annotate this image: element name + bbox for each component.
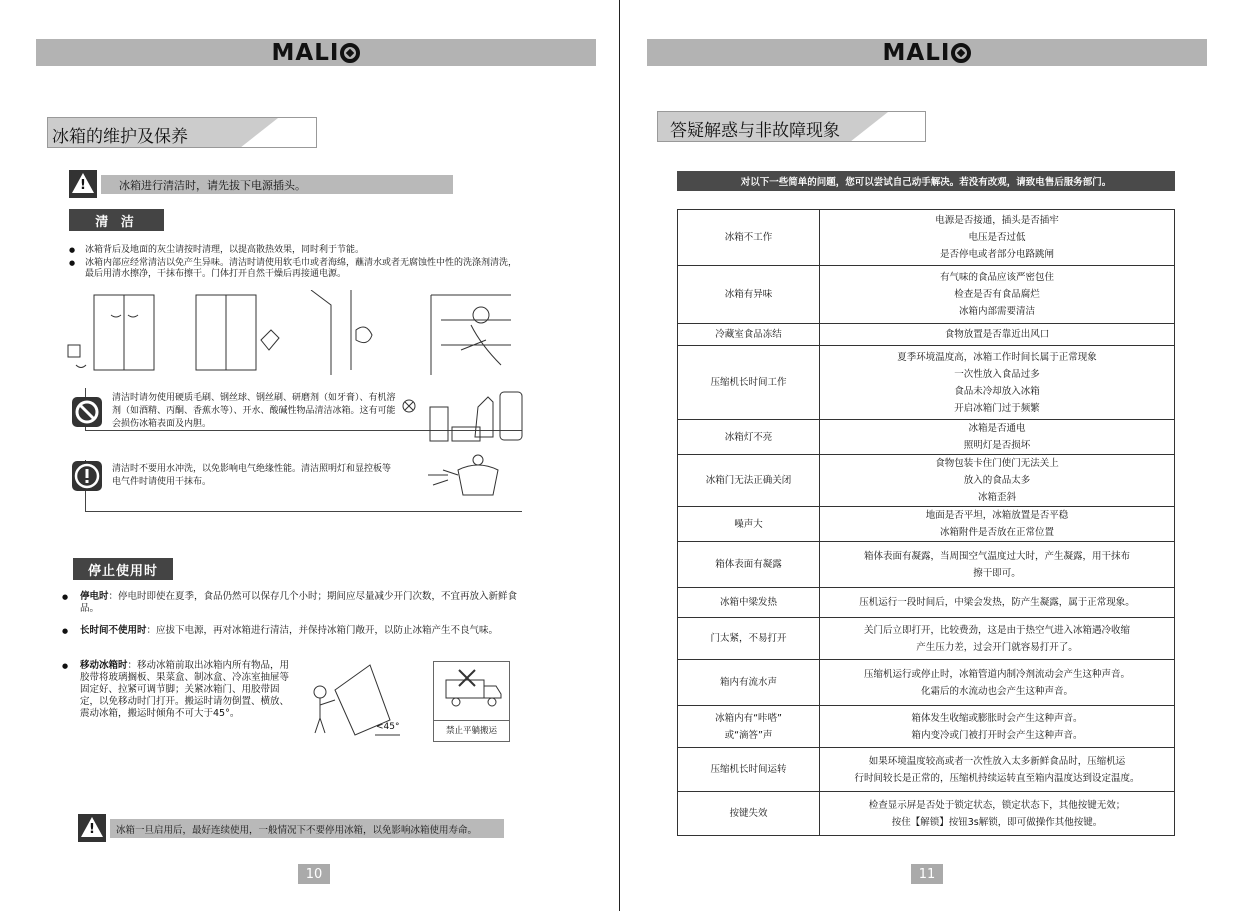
- faq-question-cell: [678, 346, 820, 420]
- prohibited-icon: [72, 397, 102, 427]
- faq-banner: 对以下一些简单的问题，您可以尝试自己动手解决。若没有改观，请致电售后服务部门。: [677, 171, 1175, 191]
- faq-answer-text: 夏季环境温度高，冰箱工作时间长属于正常现象: [897, 351, 1097, 363]
- faq-section-title: 答疑解惑与非故障现象: [657, 111, 926, 142]
- faq-answer-cell: [820, 210, 1175, 266]
- faq-answer-cell: [820, 618, 1175, 660]
- warning-triangle-icon: !: [78, 814, 106, 842]
- faq-answer-text: 冰箱歪斜: [977, 492, 1016, 503]
- brand-header-right: [647, 39, 1207, 66]
- faq-answer-text: 食品未冷却放入冰箱: [954, 385, 1040, 397]
- caution-notice-text: 清洁时不要用水冲洗，以免影响电气绝缘性能。清洁照明灯和显控板等电气件时请使用干抹布。: [112, 464, 392, 487]
- table-row: [678, 455, 1175, 507]
- stop-use-tag: 停止使用时: [73, 558, 173, 580]
- faq-question-text: 冰箱中梁发热: [719, 597, 777, 608]
- tilt-angle-label: <45°: [376, 722, 400, 732]
- clean-tag: 清 洁: [69, 209, 164, 231]
- faq-answer-text: 压机运行一段时间后，中梁会发热，防产生凝露，属于正常现象。: [859, 597, 1135, 608]
- exclamation-icon: [72, 461, 102, 491]
- faq-answer-cell: [820, 420, 1175, 455]
- faq-question-cell: [678, 324, 820, 346]
- faq-question-cell: [678, 660, 820, 706]
- faq-question-cell: [678, 507, 820, 542]
- faq-question-text: 冰箱有异味: [724, 289, 773, 300]
- faq-answer-text: 食物放置是否靠近出风口: [944, 329, 1050, 340]
- faq-answer-text: 冰箱内部需要清洁: [958, 306, 1035, 317]
- faq-question-text: 冷藏室食品冻结: [715, 329, 782, 340]
- prohibit-notice-text: 清洁时请勿使用硬质毛刷、钢丝球、钢丝刷、研磨剂（如牙膏）、有机溶剂（如酒精、丙酮、香蕉水等）、开水、酸碱性物品清洁冰箱。这有可能会损伤冰箱表面及内胆。: [112, 393, 396, 429]
- faq-question-cell: [678, 618, 820, 660]
- faq-answer-cell: [820, 507, 1175, 542]
- brand-header-left: [36, 39, 596, 66]
- faq-answer-text: 检查是否有食品腐烂: [954, 289, 1040, 300]
- faq-table: [677, 209, 1175, 836]
- no-truck-icon: [434, 662, 511, 717]
- faq-answer-cell: [820, 588, 1175, 618]
- faq-answer-cell: [820, 748, 1175, 792]
- table-row: [678, 266, 1175, 324]
- maintenance-section-title: 冰箱的维护及保养: [47, 117, 317, 148]
- faq-question-cell: [678, 588, 820, 618]
- table-row: [678, 588, 1175, 618]
- clean-bullets: [69, 245, 524, 282]
- warning-triangle-icon: !: [69, 170, 97, 198]
- table-row: [678, 792, 1175, 836]
- faq-answer-text: 电源是否接通，插头是否插牢: [935, 215, 1059, 226]
- faq-question-cell: [678, 420, 820, 455]
- faq-question-text: 冰箱灯不亮: [724, 431, 773, 443]
- faq-answer-text: 检查显示屏是否处于锁定状态，锁定状态下，其他按键无效；: [868, 799, 1126, 811]
- brand-logo: MALI: [272, 40, 361, 66]
- faq-question-text: 箱体表面有凝露: [715, 559, 782, 570]
- faq-question-cell: [678, 210, 820, 266]
- list-item: ● 停电时：停电时即使在夏季，食品仍然可以保存几个小时；期间应尽量减少开门次数，不宜再放入新鲜食品。: [62, 591, 522, 615]
- cleaning-agents-illustration: [400, 382, 528, 444]
- faq-question-text: 门太紧，不易打开: [710, 633, 787, 644]
- faq-answer-text: 关门后立即打开，比较费劲，这是由于热空气进入冰箱遇冷收缩: [863, 624, 1130, 636]
- faq-question-cell: [678, 542, 820, 588]
- table-row: [678, 542, 1175, 588]
- faq-answer-text: 开启冰箱门过于频繁: [954, 402, 1040, 414]
- logo-o-icon: [951, 43, 971, 63]
- faq-answer-cell: [820, 455, 1175, 507]
- faq-answer-text: 箱内变冷或门被打开时会产生这种声音。: [911, 729, 1083, 741]
- faq-question-text: 冰箱内有“咔嗒”: [715, 712, 782, 724]
- faq-question-cell: [678, 748, 820, 792]
- faq-answer-text: 照明灯是否损坏: [963, 440, 1031, 451]
- faq-answer-cell: [820, 324, 1175, 346]
- faq-question-cell: [678, 792, 820, 836]
- faq-answer-text: 行时间较长是正常的，压缩机持续运转直至箱内温度达到设定温度。: [854, 772, 1140, 784]
- logo-o-icon: [340, 43, 360, 63]
- faq-answer-text: 如果环境温度较高或者一次性放入太多新鲜食品时，压缩机运: [868, 755, 1126, 767]
- list-item: ● 移动冰箱时：移动冰箱前取出冰箱内所有物品，用胶带将玻璃搁板、果菜盒、制冰盒、冷冻室抽屉等固定好、拉紧可调节脚；关紧冰箱门、用胶带固定，以免移动时门打开。搬运时请勿倒置、横放、震动冰箱，搬运时倾角不可大于45°。: [62, 660, 292, 720]
- faq-answer-cell: [820, 706, 1175, 748]
- faq-question-text: 压缩机长时间工作: [710, 377, 787, 388]
- stop-use-list-move: [62, 660, 292, 730]
- faq-answer-text: 是否停电或者部分电路跳闸: [939, 249, 1054, 260]
- cleaning-illustration: [66, 290, 526, 380]
- faq-answer-text: 一次性放入食品过多: [954, 368, 1040, 380]
- page-number-left: 10: [298, 864, 330, 884]
- table-row: [678, 748, 1175, 792]
- faq-question-text: 冰箱门无法正确关闭: [705, 475, 792, 486]
- table-row: [678, 420, 1175, 455]
- faq-question-text: 按键失效: [729, 808, 768, 819]
- left-page: [0, 0, 619, 911]
- page-number-right: 11: [911, 864, 943, 884]
- faq-answer-cell: [820, 266, 1175, 324]
- unplug-warning: 冰箱进行清洁时，请先拔下电源插头。: [101, 175, 453, 194]
- table-row: [678, 346, 1175, 420]
- table-row: [678, 324, 1175, 346]
- faq-question-text: 冰箱不工作: [724, 232, 773, 243]
- faq-answer-text: 箱体表面有凝露，当周围空气温度过大时，产生凝露，用干抹布: [863, 550, 1130, 562]
- no-flat-transport-illustration: 禁止平躺搬运: [433, 661, 510, 742]
- faq-answer-text: 食物包装卡住门使门无法关上: [935, 458, 1059, 469]
- faq-answer-text: 放入的食品太多: [963, 475, 1031, 486]
- list-item: ● 冰箱背后及地面的灰尘请按时清理，以提高散热效果，同时利于节能。: [69, 245, 524, 256]
- faq-answer-text: 冰箱附件是否放在正常位置: [939, 527, 1054, 538]
- faq-answer-text: 压缩机运行或停止时，冰箱管道内制冷剂流动会产生这种声音。: [863, 668, 1130, 680]
- stop-use-list-top: [62, 591, 522, 647]
- faq-answer-cell: [820, 542, 1175, 588]
- kettle-icon: [428, 440, 518, 502]
- page-divider: [619, 0, 620, 911]
- brand-logo: MALI: [883, 40, 972, 66]
- table-row: [678, 210, 1175, 266]
- table-row: [678, 706, 1175, 748]
- bottom-warning: 冰箱一旦启用后，最好连续使用，一般情况下不要停用冰箱，以免影响冰箱使用寿命。: [110, 819, 504, 838]
- faq-answer-text: 箱体发生收缩或膨胀时会产生这种声音。: [911, 712, 1083, 724]
- faq-answer-text: 有气味的食品应该严密包住: [939, 272, 1054, 283]
- faq-answer-text: 化霜后的水流动也会产生这种声音。: [920, 685, 1073, 697]
- list-item: ● 冰箱内部应经常清洁以免产生异味。清洁时请使用软毛巾或者海绵，蘸清水或者无腐蚀性中性的洗涤剂清洗，最后用清水擦净，干抹布擦干。门体打开自然干燥后再接通电源。: [69, 258, 524, 280]
- faq-question-text: 噪声大: [734, 518, 763, 530]
- faq-answer-cell: [820, 660, 1175, 706]
- faq-question-text: 或“滴答”声: [724, 729, 773, 741]
- faq-question-text: 箱内有流水声: [719, 677, 777, 688]
- faq-answer-text: 电压是否过低: [968, 232, 1026, 243]
- table-row: [678, 660, 1175, 706]
- table-row: [678, 507, 1175, 542]
- faq-question-cell: [678, 455, 820, 507]
- table-row: [678, 618, 1175, 660]
- faq-question-cell: [678, 706, 820, 748]
- faq-answer-cell: [820, 346, 1175, 420]
- faq-question-cell: [678, 266, 820, 324]
- faq-answer-text: 擦干即可。: [973, 567, 1021, 579]
- faq-answer-cell: [820, 792, 1175, 836]
- faq-answer-text: 地面是否平坦，冰箱放置是否平稳: [925, 510, 1069, 521]
- list-item: ● 长时间不使用时：应拔下电源，再对冰箱进行清洁，并保持冰箱门敞开，以防止冰箱产生不良气味。: [62, 625, 522, 637]
- faq-question-text: 压缩机长时间运转: [710, 764, 787, 775]
- faq-answer-text: 产生压力差，过会开门就容易打开了。: [916, 641, 1078, 653]
- faq-answer-text: 按住【解锁】按钮3s解锁，即可做操作其他按键。: [891, 816, 1103, 828]
- faq-answer-text: 冰箱是否通电: [968, 423, 1026, 434]
